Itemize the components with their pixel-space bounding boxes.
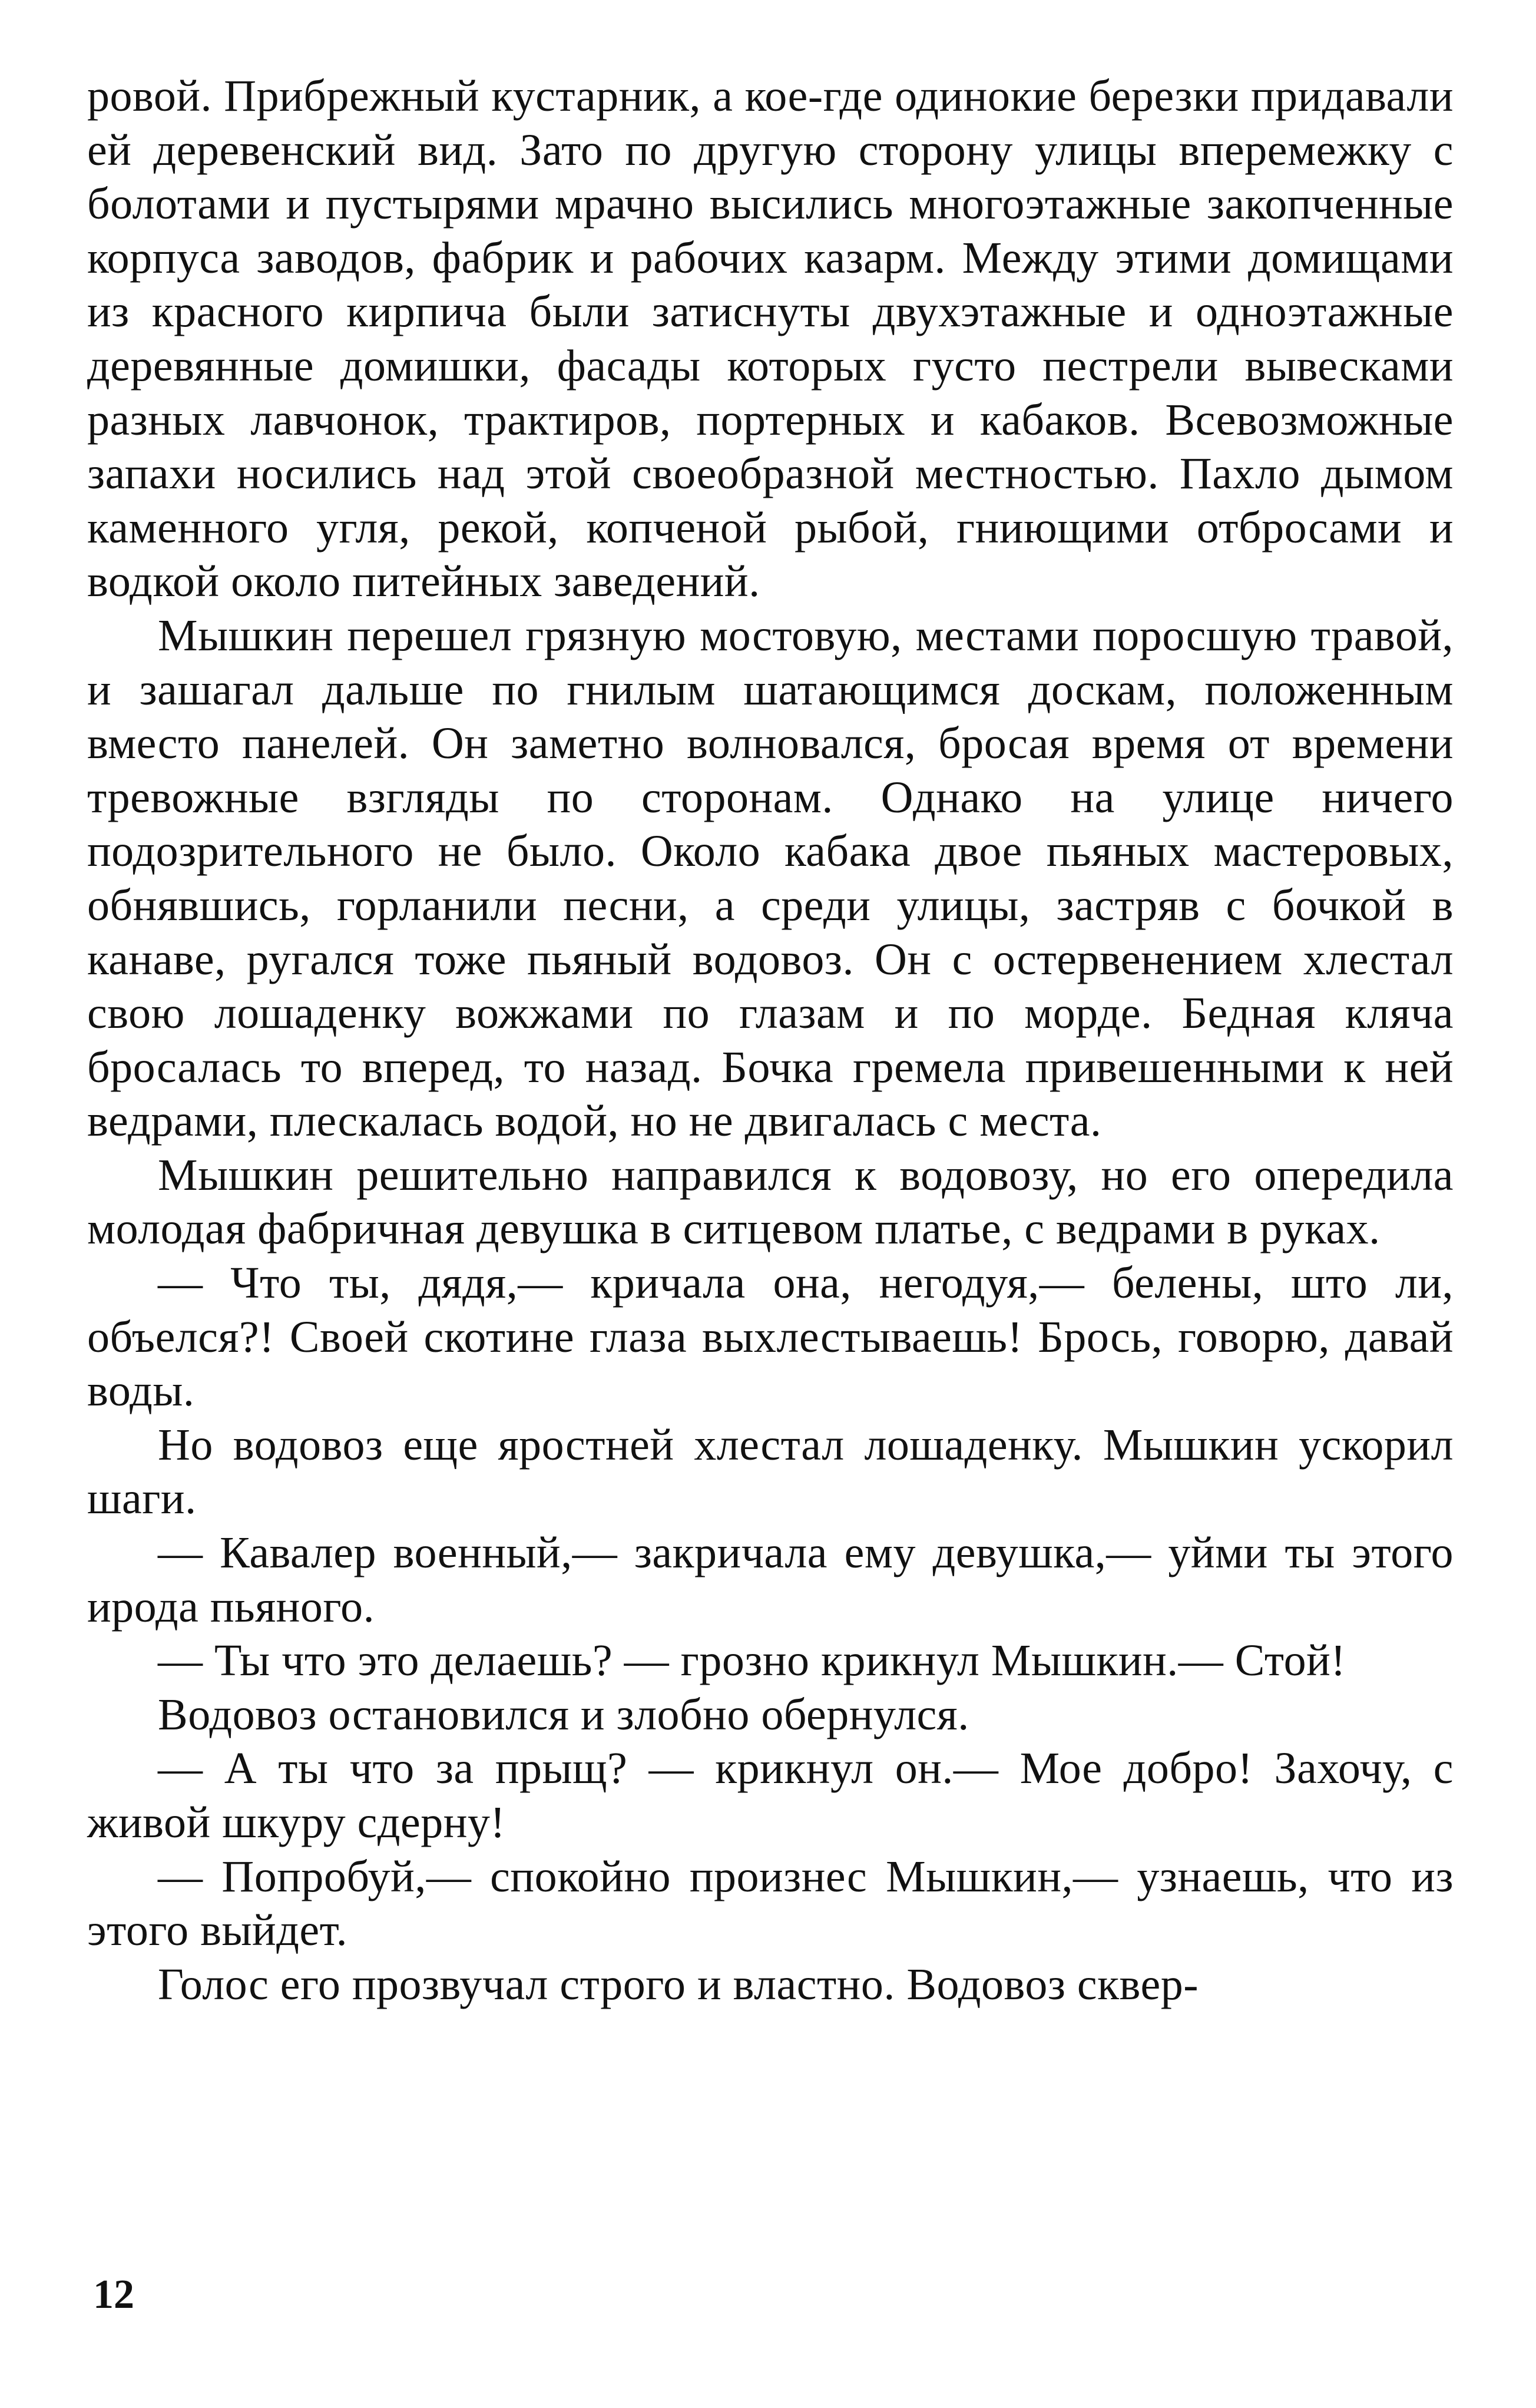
page-number: 12	[93, 2272, 134, 2317]
paragraph-4: — Что ты, дядя,— кричала она, негодуя,— белены, што ли, объелся?! Своей скотине глаза выхлестываешь! Брось, говорю, давай воды.	[87, 1258, 1454, 1416]
paragraph-11: Голос его прозвучал строго и властно. Водовоз сквер-	[158, 1959, 1199, 2009]
paragraph-6: — Кавалер военный,— закричала ему девушка,— уйми ты этого ирода пьяного.	[87, 1528, 1454, 1632]
paragraph-5: Но водовоз еще яростней хлестал лошаденку. Мышкин ускорил шаги.	[87, 1420, 1454, 1524]
paragraph-9: — А ты что за прыщ? — крикнул он.— Мое добро! Захочу, с живой шкуру сдерну!	[87, 1744, 1454, 1847]
paragraph-10: — Попробуй,— спокойно произнес Мышкин,— узнаешь, что из этого выйдет.	[87, 1851, 1454, 1956]
paragraph-3: Мышкин решительно направился к водовозу, но его опередила молодая фабричная девушка в ситцевом платье, с ведрами в руках.	[87, 1150, 1454, 1254]
main-text	[87, 70, 1454, 2012]
paragraph-7: — Ты что это делаешь? — грозно крикнул Мышкин.— Стой!	[158, 1636, 1346, 1686]
paragraph-8: Водовоз остановился и злобно обернулся.	[158, 1689, 969, 1739]
paragraph-1: ровой. Прибрежный кустарник, а кое-где одинокие березки придавали ей деревенский вид. Зато по другую сторону улицы вперемежку с болотами и пустырями мрачно высились многоэтажные закопченные корпуса заводов, фабрик и рабочих казарм. Между этими домищами из красного кирпича были затиснуты двухэтажные и одноэтажные деревянные домишки, фасады которых густо пестрели вывесками разных лавчонок, трактиров, портерных и кабаков. Всевозможные запахи носились над этой своеобразной местностью. Пахло дымом каменного угля, рекой, копченой рыбой, гниющими отбросами и водкой около питейных заведений.	[87, 71, 1454, 607]
paragraph-2: Мышкин перешел грязную мостовую, местами поросшую травой, и зашагал дальше по гнилым шатающимся доскам, положенным вместо панелей. Он заметно волновался, бросая время от времени тревожные взгляды по сторонам. Однако на улице ничего подозрительного не было. Около кабака двое пьяных мастеровых, обнявшись, горланили песни, а среди улицы, застряв с бочкой в канаве, ругался тоже пьяный водовоз. Он с остервенением хлестал свою лошаденку вожжами по глазам и по морде. Бедная кляча бросалась то вперед, то назад. Бочка гремела привешенными к ней ведрами, плескалась водой, но не двигалась с места.	[87, 610, 1454, 1146]
